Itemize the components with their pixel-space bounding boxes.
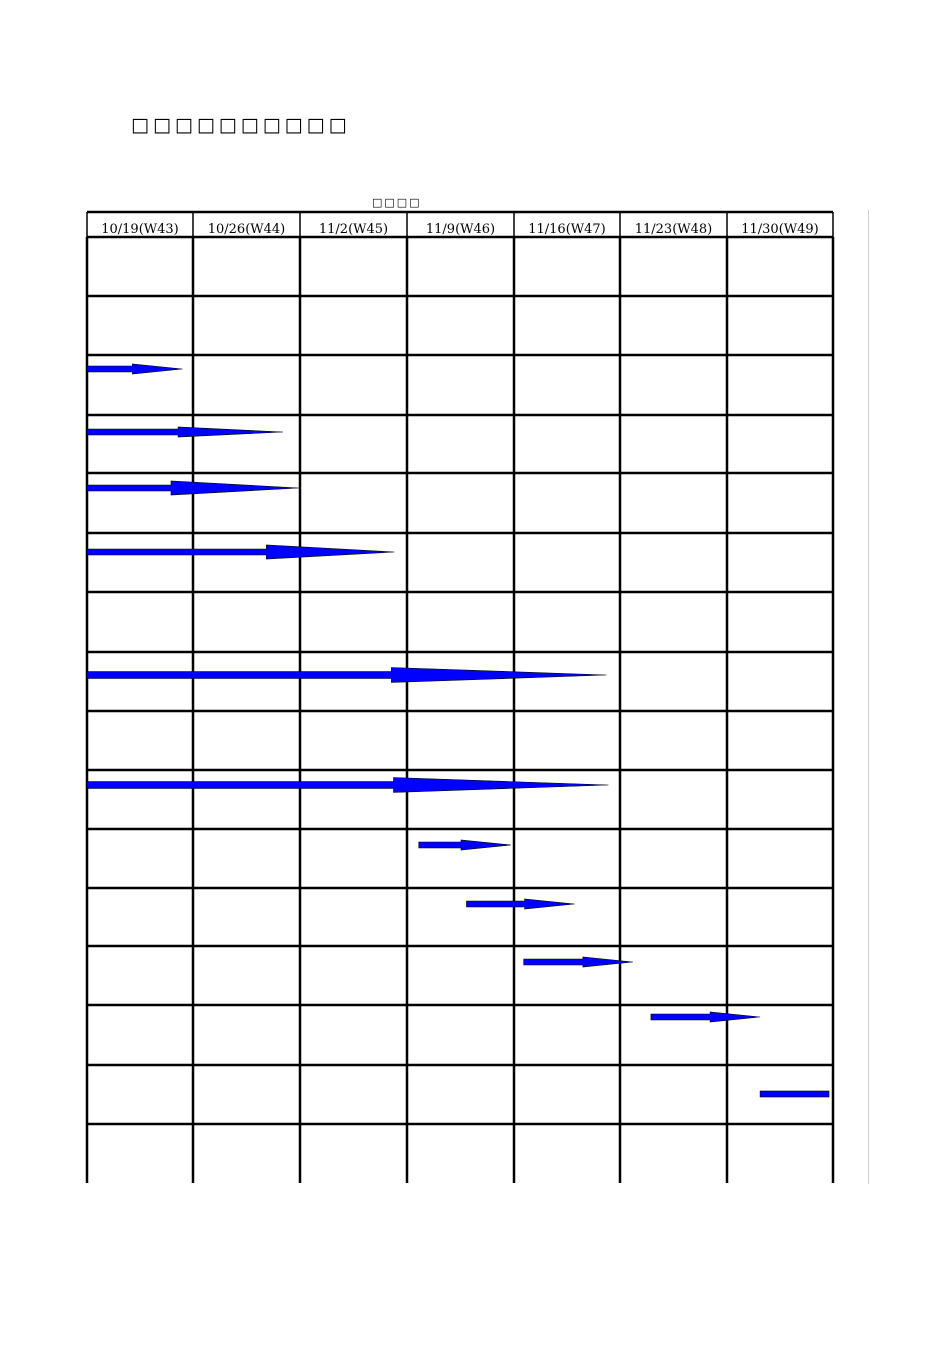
week-header-row — [101, 222, 819, 237]
page-title: □□□□□□□□□□ — [131, 114, 351, 136]
week-label: 11/23(W48) — [634, 222, 713, 237]
page-edge-rule — [868, 210, 869, 1184]
task-arrow — [87, 668, 606, 683]
week-label: 11/30(W49) — [741, 222, 819, 237]
week-label: 11/2(W45) — [318, 222, 389, 237]
week-label: 10/26(W44) — [207, 222, 286, 237]
schedule-grid — [87, 212, 833, 1183]
week-label: 11/16(W47) — [528, 222, 606, 237]
task-arrow — [524, 957, 633, 967]
task-arrow — [466, 899, 574, 909]
task-arrow — [87, 364, 182, 374]
week-label: 11/9(W46) — [425, 222, 496, 237]
task-arrow — [87, 778, 609, 793]
task-bar — [760, 1091, 829, 1097]
task-arrow — [419, 840, 511, 850]
task-arrow — [87, 481, 299, 495]
week-label: 10/19(W43) — [101, 222, 179, 237]
task-arrow — [87, 427, 283, 437]
task-arrow — [87, 545, 394, 559]
group-header: □□□□ — [372, 196, 422, 209]
task-arrow — [651, 1012, 760, 1022]
